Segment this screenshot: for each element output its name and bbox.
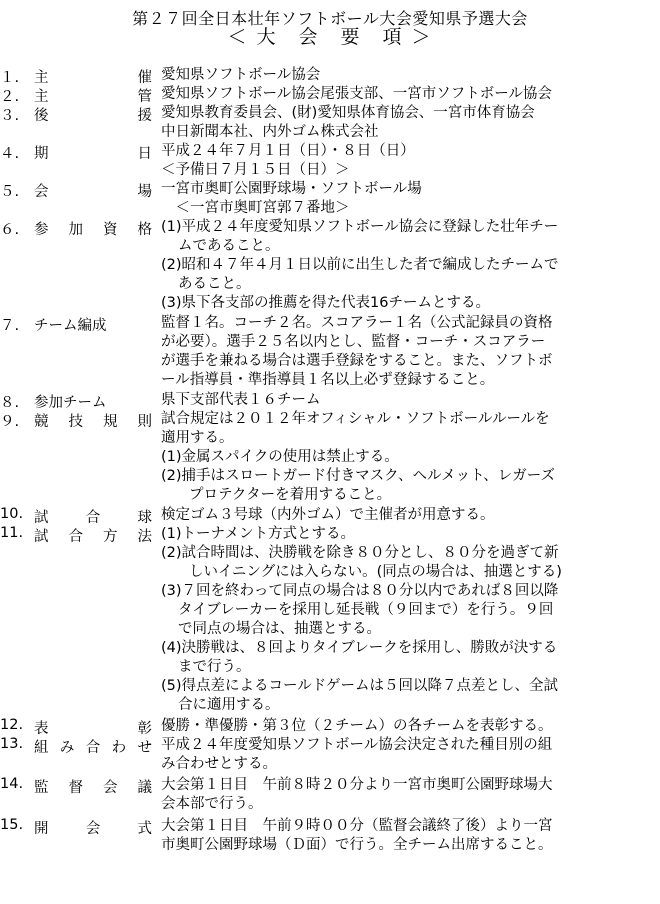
item-text-line: で同点の場合は、抽選とする。 <box>178 621 381 637</box>
item-label <box>34 776 152 797</box>
item-label-char: 会 <box>85 821 101 837</box>
item-label-char: 合 <box>85 740 101 756</box>
item-number: ９. <box>0 414 20 430</box>
item-text-line: ール指導員・準指導員１名以上必ず登録すること。 <box>161 372 495 388</box>
item-label-char: 則 <box>137 414 152 430</box>
item-label-char: 後 <box>34 108 49 124</box>
item-body <box>161 180 659 218</box>
item-label-char: 期 <box>34 146 49 162</box>
item-label-char: 競 <box>34 414 49 430</box>
item-label-char: 管 <box>137 89 152 105</box>
item-number: 13. <box>0 736 24 752</box>
item-text-line: 平成２４年７月１日（日）・８日（日） <box>161 143 415 159</box>
item-number: ８. <box>0 395 20 411</box>
item-label-char: 参 <box>34 222 49 238</box>
item-label <box>34 525 152 546</box>
item-label <box>34 142 152 163</box>
item-text-line: 市奥町公園野球場（Ｄ面）で行う。全チーム出席すること。 <box>161 837 553 853</box>
item-label-char: 試 <box>34 510 49 526</box>
item-text-line: 大会第１日目 午前９時００分（監督会議終了後）より一宮 <box>161 818 553 834</box>
item-body <box>161 85 659 104</box>
item-text-line: ＜一宮市奥町宮郭７番地＞ <box>161 200 350 216</box>
item-label <box>34 85 152 106</box>
item-text-line: (1)トーナメント方式とする。 <box>161 526 355 542</box>
item-label-char: 技 <box>68 414 83 430</box>
item-text-line: (1)金属スパイクの使用は禁止する。 <box>161 449 399 465</box>
item-text-line: (2)捕手はスロートガード付きマスク、ヘルメット、レガーズ <box>161 468 556 484</box>
item-body <box>161 736 659 774</box>
item-body <box>161 717 659 736</box>
item-label <box>34 736 152 757</box>
item-label-char: 主 <box>34 70 49 86</box>
item-label-char: 規 <box>103 414 118 430</box>
item-number: １. <box>0 70 20 86</box>
item-label-char: み <box>59 740 75 756</box>
item-text-line: しいイニングには入らない。(同点の場合は、抽選とする) <box>189 564 562 580</box>
item-text-line: が必要）。選手２５名以内とし、監督・コーチ・スコアラー <box>161 334 546 350</box>
item-text-line: 県下支部代表１６チーム <box>161 392 321 408</box>
item-text-line: (5)得点差によるコールドゲームは５回以降７点差とし、全試 <box>161 678 558 694</box>
item-label-char: せ <box>137 740 152 756</box>
item-body <box>161 218 659 313</box>
item-text-line: あること。 <box>178 276 251 292</box>
item-label-char: 合 <box>68 529 83 545</box>
item-body <box>161 66 659 85</box>
item-text-line: 中日新聞本社、内外ゴム株式会社 <box>161 124 379 140</box>
item-text-line: (2)昭和４７年４月１日以前に出生した者で編成したチームで <box>161 257 559 273</box>
item-text-line: 優勝・準優勝・第３位（２チーム）の各チームを表彰する。 <box>161 718 553 734</box>
item-label-char: 参加チーム <box>34 395 107 411</box>
item-text-line: (1)平成２４年度愛知県ソフトボール協会に登録した壮年チー <box>161 219 559 235</box>
item-label-char: 資 <box>103 222 118 238</box>
item-text-line: 合に適用する。 <box>178 697 280 713</box>
document-title: 第２７回全日本壮年ソフトボール大会愛知県予選大会 <box>132 9 528 28</box>
item-label <box>34 391 152 412</box>
item-number: ５. <box>0 184 20 200</box>
item-text-line: (4)決勝戦は、８回よりタイブレークを採用し、勝敗が決する <box>161 640 558 656</box>
item-label-char: 督 <box>68 780 83 796</box>
item-text-line: ＜予備日７月１５日（日）＞ <box>161 162 350 178</box>
item-text-line: が選手を兼ねる場合は選手登録をすること。また、ソフトボ <box>161 353 553 369</box>
item-number: 11. <box>0 525 24 541</box>
item-label-char: 格 <box>137 222 152 238</box>
item-label-char: チーム編成 <box>34 318 107 334</box>
item-label <box>34 817 152 838</box>
item-text-line: 適用する。 <box>161 430 234 446</box>
item-text-line: (3)７回を終わって同点の場合は８０分以内であれば８回以降 <box>161 583 559 599</box>
item-label <box>34 314 152 335</box>
item-number: 15. <box>0 817 24 833</box>
item-text-line: 試合規定は２０１２年オフィシャル・ソフトボールルールを <box>161 411 550 427</box>
item-text-line: (2)試合時間は、決勝戦を除き８０分とし、８０分を過ぎて新 <box>161 545 559 561</box>
item-text-line: 会本部で行う。 <box>161 796 263 812</box>
item-label <box>34 66 152 87</box>
item-label-char: 組 <box>34 740 49 756</box>
item-label <box>34 180 152 201</box>
item-label-char: 球 <box>137 510 152 526</box>
item-text-line: 一宮市奥町公園野球場・ソフトボール場 <box>161 181 422 197</box>
item-text-line: (3)県下各支部の推薦を得た代表16チームとする。 <box>161 295 490 311</box>
item-label-char: 会 <box>34 184 49 200</box>
item-body <box>161 391 659 410</box>
item-body <box>161 142 659 180</box>
item-text-line: 監督１名。コーチ２名。スコアラー１名（公式記録員の資格 <box>161 315 553 331</box>
item-label-char: 監 <box>34 780 49 796</box>
item-label-char: 加 <box>68 222 83 238</box>
item-number: ６. <box>0 222 20 238</box>
item-label-char: 催 <box>137 70 152 86</box>
item-label-char: 日 <box>137 146 152 162</box>
item-text-line: 愛知県ソフトボール協会 <box>161 67 321 83</box>
item-text-line: 愛知県ソフトボール協会尾張支部、一宮市ソフトボール協会 <box>161 86 552 102</box>
item-body <box>161 506 659 525</box>
item-number: 10. <box>0 506 24 522</box>
item-text-line: プロテクターを着用すること。 <box>189 487 392 503</box>
document-subtitle: ＜ 大 会 要 項 ＞ <box>227 26 433 48</box>
item-label <box>34 717 152 738</box>
item-body <box>161 776 659 814</box>
item-text-line: 平成２４年度愛知県ソフトボール協会決定された種目別の組 <box>161 737 553 753</box>
item-label <box>34 410 152 431</box>
item-number: ４. <box>0 146 20 162</box>
item-label <box>34 506 152 527</box>
item-label-char: 議 <box>137 780 152 796</box>
item-label <box>34 218 152 239</box>
item-number: ７. <box>0 318 20 334</box>
item-body <box>161 314 659 390</box>
item-label-char: 彰 <box>137 721 152 737</box>
item-label-char: 場 <box>137 184 152 200</box>
item-text-line: 検定ゴム３号球（内外ゴム）で主催者が用意する。 <box>161 507 495 523</box>
item-text-line: タイブレーカーを採用し延長戦（９回まで）を行う。９回 <box>178 602 554 618</box>
item-label-char: 会 <box>103 780 118 796</box>
item-label-char: 方 <box>103 529 118 545</box>
item-label-char: 試 <box>34 529 49 545</box>
item-number: 14. <box>0 776 24 792</box>
item-number: ３. <box>0 108 20 124</box>
item-label-char: 法 <box>137 529 152 545</box>
item-text-line: まで行う。 <box>178 659 251 675</box>
item-body <box>161 817 659 855</box>
item-number: ２. <box>0 89 20 105</box>
item-label <box>34 104 152 125</box>
item-label-char: 表 <box>34 721 49 737</box>
item-label-char: 式 <box>137 821 152 837</box>
item-body <box>161 525 659 715</box>
item-text-line: み合わせとする。 <box>161 756 277 772</box>
item-label-char: 主 <box>34 89 49 105</box>
item-label-char: 援 <box>137 108 152 124</box>
item-body <box>161 104 659 142</box>
item-body <box>161 410 659 505</box>
item-text-line: 大会第１日目 午前８時２０分より一宮市奥町公園野球場大 <box>161 777 553 793</box>
item-text-line: 愛知県教育委員会、(財)愛知県体育協会、一宮市体育協会 <box>161 105 535 121</box>
item-label-char: わ <box>111 740 127 756</box>
item-number: 12. <box>0 717 24 733</box>
item-label-char: 合 <box>85 510 101 526</box>
item-label-char: 開 <box>34 821 49 837</box>
item-text-line: ムであること。 <box>178 238 280 254</box>
